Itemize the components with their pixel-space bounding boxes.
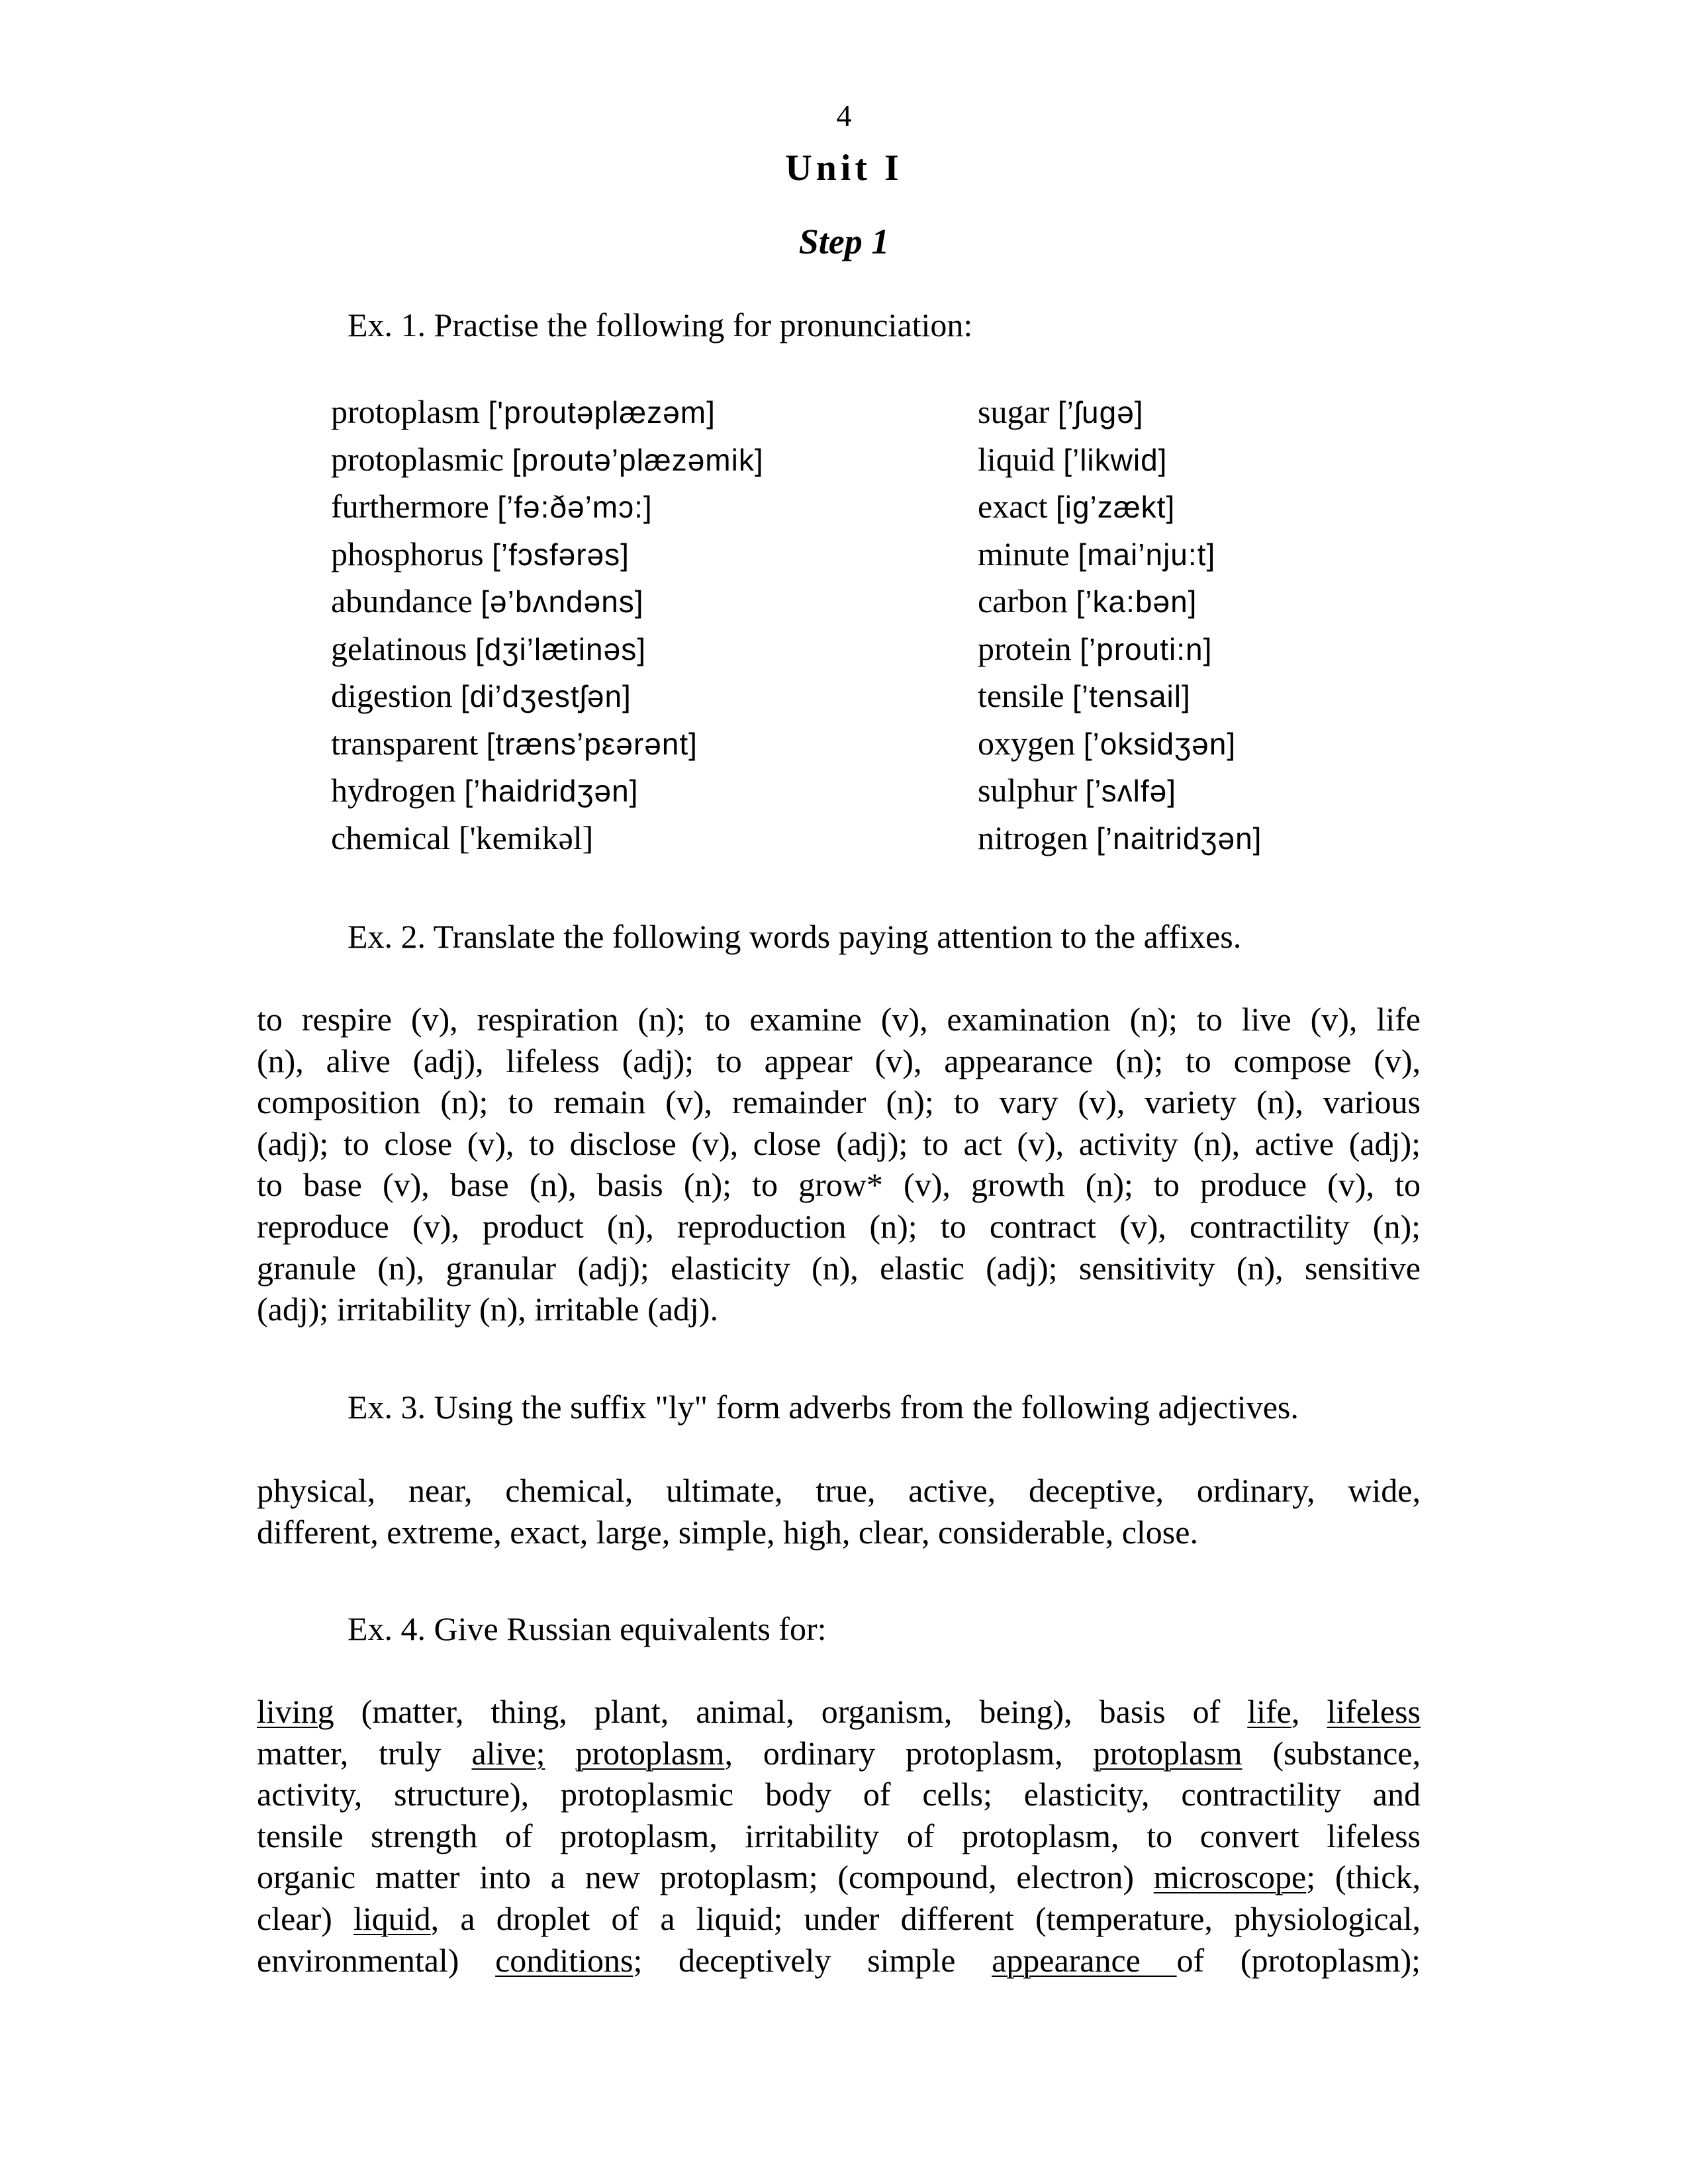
text-line (257, 1206, 1421, 1248)
word: gelatinous (331, 629, 467, 667)
word: chemical (331, 819, 451, 856)
unit-title: Unit I (785, 148, 903, 189)
word: phosphorus (331, 535, 484, 572)
text-segment: (matter, thing, plant, animal, organism, being), basis of (334, 1693, 1248, 1730)
underlined-term: conditions (495, 1941, 633, 1979)
ex3-paragraph (257, 1471, 1421, 1553)
transcription: [’prouti:n] (1080, 631, 1213, 666)
pronunciation-item (978, 392, 1262, 439)
pronunciation-list-left (331, 392, 764, 865)
pronunciation-item (331, 392, 764, 439)
word: liquid (978, 440, 1055, 478)
text-segment: granule (n), granular (adj); elasticity (n), elastic (adj); sensitivity (n), sensitive (257, 1249, 1421, 1287)
text-segment: reproduce (v), product (n), reproduction (n); to contract (v), contractility (n); (257, 1207, 1421, 1245)
pronunciation-item (978, 770, 1262, 818)
text-segment: (adj); irritability (n), irritable (adj). (257, 1291, 718, 1328)
transcription: [’tensail] (1072, 679, 1191, 713)
transcription: [’likwid] (1063, 442, 1168, 477)
word: oxygen (978, 724, 1076, 762)
text-line (257, 1248, 1421, 1290)
text-segment: organic matter into a new protoplasm; (compound, electron) (257, 1858, 1154, 1896)
transcription: [’sʌlfə] (1085, 774, 1177, 808)
text-line (257, 1165, 1421, 1206)
pronunciation-item (331, 770, 764, 818)
text-line (257, 1899, 1421, 1940)
pronunciation-item (978, 723, 1262, 771)
pronunciation-item (331, 486, 764, 534)
text-line (257, 1816, 1421, 1858)
step-title: Step 1 (798, 222, 890, 261)
text-line (257, 1471, 1421, 1512)
underlined-term: protoplasm (1093, 1734, 1243, 1772)
pronunciation-item (978, 676, 1262, 723)
word: furthermore (331, 488, 489, 525)
underlined-term: lifeless (1327, 1693, 1421, 1730)
text-segment: , a droplet of a liquid; under different (temperature, physiological, (430, 1899, 1421, 1937)
word: digestion (331, 677, 453, 714)
transcription: [’naitridʒən] (1096, 821, 1262, 856)
pronunciation-item (331, 439, 764, 487)
ex4-paragraph (257, 1692, 1421, 1981)
word: minute (978, 535, 1070, 572)
text-segment: , ordinary protoplasm, (724, 1734, 1094, 1772)
text-segment: physical, near, chemical, ultimate, true, active, deceptive, ordinary, wide, (257, 1472, 1421, 1509)
transcription: [di’dʒestʃən] (460, 679, 632, 713)
transcription: [’haidridʒən] (464, 774, 639, 808)
pronunciation-item (978, 629, 1262, 676)
text-line (257, 1733, 1421, 1775)
ex2-heading: Ex. 2. Translate the following words paying attention to the affixes. (348, 918, 1242, 955)
text-segment: ; deceptively simple (633, 1941, 992, 1979)
text-segment: ; (thick, (1306, 1858, 1421, 1896)
text-segment: different, extreme, exact, large, simple, high, clear, considerable, close. (257, 1513, 1198, 1551)
word: nitrogen (978, 819, 1088, 856)
word: protein (978, 629, 1072, 667)
ex3-heading: Ex. 3. Using the suffix "ly" form adverbs from the following adjectives. (348, 1388, 1299, 1426)
text-segment (545, 1735, 576, 1772)
transcription: [’ka:bən] (1076, 584, 1197, 619)
text-segment: (n), alive (adj), lifeless (adj); to appear (v), appearance (n); to compose (v), (257, 1042, 1421, 1079)
pronunciation-item (331, 629, 764, 676)
text-segment: to respire (v), respiration (n); to examine (v), examination (n); to live (v), life (257, 1001, 1421, 1038)
text-segment: activity, structure), protoplasmic body of cells; elasticity, contractility and (257, 1776, 1421, 1813)
text-segment: of (protoplasm); (1176, 1941, 1421, 1979)
text-line (257, 1289, 1421, 1331)
text-line (257, 1041, 1421, 1083)
text-segment: (substance, (1242, 1734, 1421, 1772)
pronunciation-item (331, 723, 764, 771)
text-line (257, 1082, 1421, 1124)
text-line (257, 1692, 1421, 1733)
pronunciation-item (978, 486, 1262, 534)
text-line (257, 1774, 1421, 1816)
word: sugar (978, 393, 1050, 430)
ex1-heading: Ex. 1. Practise the following for pronunciation: (348, 306, 973, 343)
underlined-term: appearance (992, 1941, 1177, 1979)
transcription: [dʒi’lætinəs] (475, 631, 646, 666)
underlined-term: microscope (1153, 1858, 1307, 1896)
word: protoplasmic (331, 440, 504, 478)
word: exact (978, 488, 1048, 525)
word: carbon (978, 582, 1068, 619)
ex4-heading: Ex. 4. Give Russian equivalents for: (348, 1610, 827, 1647)
text-segment: tensile strength of protoplasm, irritability of protoplasm, to convert lifeless (257, 1817, 1421, 1854)
word: tensile (978, 677, 1064, 714)
underlined-term: life (1247, 1693, 1291, 1730)
text-segment: matter, truly (257, 1734, 472, 1772)
transcription: [’fə:ðə’mɔ:] (497, 490, 653, 524)
word: abundance (331, 582, 473, 619)
pronunciation-item (331, 676, 764, 723)
page-number: 4 (836, 99, 852, 132)
pronunciation-item (978, 581, 1262, 629)
word: protoplasm (331, 393, 480, 430)
transcription: [ə’bʌndəns] (481, 584, 644, 619)
transcription: [mai’nju:t] (1078, 537, 1216, 572)
transcription: [’oksidʒən] (1083, 726, 1237, 761)
transcription: ['kemikəl] (458, 819, 594, 856)
text-line (257, 1512, 1421, 1554)
word: hydrogen (331, 772, 456, 809)
ex2-paragraph (257, 999, 1421, 1331)
text-line (257, 1124, 1421, 1165)
transcription: [ig’zækt] (1055, 490, 1176, 524)
text-line (257, 1857, 1421, 1899)
transcription: [proutə’plæzəmik] (512, 442, 764, 477)
text-segment: (adj); to close (v), to disclose (v), close (adj); to act (v), activity (n), active (adj); (257, 1124, 1421, 1162)
pronunciation-item (331, 534, 764, 582)
text-segment: clear) (257, 1899, 353, 1937)
text-line (257, 1940, 1421, 1982)
transcription: [træns’pεərənt] (486, 726, 698, 761)
text-segment: environmental) (257, 1941, 496, 1979)
text-segment: to base (v), base (n), basis (n); to grow* (v), growth (n); to produce (v), to (257, 1166, 1421, 1204)
pronunciation-item (978, 439, 1262, 487)
underlined-term: protoplasm (575, 1734, 725, 1772)
transcription: [’fɔsfərəs] (492, 537, 630, 572)
pronunciation-item (978, 534, 1262, 582)
transcription: ['proutəplæzəm] (488, 395, 716, 430)
pronunciation-item (978, 818, 1262, 866)
word: sulphur (978, 772, 1077, 809)
pronunciation-list-right (978, 392, 1262, 865)
text-segment: composition (n); to remain (v), remainder (n); to vary (v), variety (n), various (257, 1083, 1421, 1121)
pronunciation-item (331, 581, 764, 629)
underlined-term: alive; (471, 1734, 545, 1772)
pronunciation-item (331, 818, 764, 866)
text-segment: , (1291, 1693, 1327, 1730)
word: transparent (331, 724, 479, 762)
underlined-term: living (257, 1693, 334, 1730)
text-line (257, 999, 1421, 1041)
underlined-term: liquid (353, 1899, 431, 1937)
transcription: [’ʃugə] (1057, 395, 1144, 430)
